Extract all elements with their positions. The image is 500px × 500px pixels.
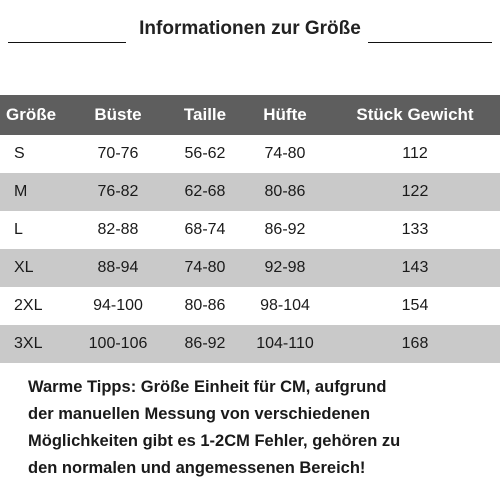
cell-hip: 80-86 xyxy=(240,173,330,211)
title-rule-left xyxy=(8,42,126,43)
cell-hip: 74-80 xyxy=(264,145,306,162)
cell-hip: 86-92 xyxy=(264,221,306,238)
table-row xyxy=(0,211,500,249)
cell-bust: 76-82 xyxy=(66,173,170,211)
page-title: Informationen zur Größe xyxy=(139,18,361,39)
title-rule-right xyxy=(368,42,492,43)
table-row xyxy=(0,135,500,173)
tips-line: der manuellen Messung von verschiedenen xyxy=(28,405,371,423)
cell-size: M xyxy=(0,173,66,211)
title-section xyxy=(0,0,500,60)
cell-waist: 68-74 xyxy=(184,221,226,238)
header-size: Größe xyxy=(0,95,66,135)
cell-waist: 56-62 xyxy=(184,145,226,162)
cell-weight: 168 xyxy=(330,325,500,363)
cell-hip: 92-98 xyxy=(240,249,330,287)
header-weight: Stück Gewicht xyxy=(330,95,500,135)
cell-size: S xyxy=(14,145,25,162)
table-row xyxy=(0,173,500,211)
table-header-row xyxy=(0,95,500,135)
tips-line: den normalen und angemessenen Bereich! xyxy=(28,459,366,477)
cell-weight: 143 xyxy=(330,249,500,287)
cell-bust: 94-100 xyxy=(93,297,143,314)
table-row xyxy=(0,325,500,363)
cell-hip: 104-110 xyxy=(240,325,330,363)
cell-bust: 70-76 xyxy=(97,145,139,162)
tips-line: Warme Tipps: Größe Einheit für CM, aufgrund xyxy=(28,378,387,396)
cell-size: L xyxy=(14,221,23,238)
cell-weight: 122 xyxy=(330,173,500,211)
cell-waist: 62-68 xyxy=(170,173,240,211)
table-row xyxy=(0,287,500,325)
cell-size: 3XL xyxy=(0,325,66,363)
header-bust: Büste xyxy=(66,95,170,135)
tips-line: Möglichkeiten gibt es 1-2CM Fehler, gehören zu xyxy=(28,432,401,450)
cell-bust: 100-106 xyxy=(66,325,170,363)
cell-hip: 98-104 xyxy=(260,297,310,314)
header-hip: Hüfte xyxy=(240,95,330,135)
cell-bust: 82-88 xyxy=(97,221,139,238)
cell-waist: 86-92 xyxy=(170,325,240,363)
header-waist: Taille xyxy=(170,95,240,135)
cell-size: 2XL xyxy=(14,297,43,314)
cell-bust: 88-94 xyxy=(66,249,170,287)
cell-waist: 74-80 xyxy=(170,249,240,287)
cell-waist: 80-86 xyxy=(184,297,226,314)
table-row xyxy=(0,249,500,287)
size-table xyxy=(0,95,500,363)
cell-weight: 112 xyxy=(402,145,428,162)
cell-weight: 154 xyxy=(401,297,429,314)
cell-size: XL xyxy=(0,249,66,287)
cell-weight: 133 xyxy=(401,221,429,238)
warm-tips xyxy=(28,374,496,482)
